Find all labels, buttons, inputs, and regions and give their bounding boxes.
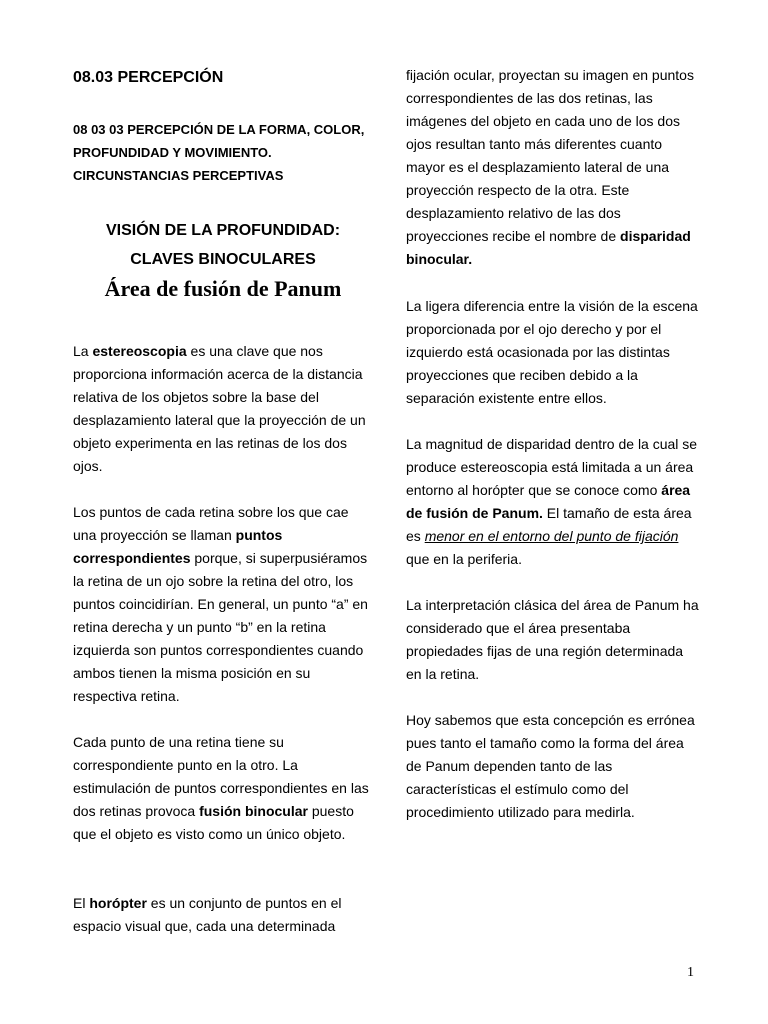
panum-heading: Área de fusión de Panum: [104, 276, 342, 301]
bold-term: horópter: [89, 895, 147, 911]
text-run: que en la periferia.: [406, 551, 522, 567]
vision-heading-line-1: VISIÓN DE LA PROFUNDIDAD:: [105, 222, 341, 239]
paragraph-concepcion-erronea: [406, 709, 702, 824]
section-title: 08.03 PERCEPCIÓN: [73, 69, 224, 86]
bold-term: disparidad binocular.: [406, 228, 691, 267]
paragraph-diferencia-vision: [406, 295, 702, 410]
text-run: puesto que el objeto es visto como un único objeto.: [73, 803, 354, 842]
bold-term: estereoscopia: [92, 343, 187, 359]
paragraph-disparidad-binocular: [406, 64, 702, 271]
text-run: El tamaño de esta área es: [406, 505, 692, 544]
bold-term: puntos correspondientes: [73, 527, 283, 566]
text-run: es un conjunto de puntos en el espacio visual que, cada una determinada: [73, 895, 342, 934]
vision-heading-line-2: CLAVES BINOCULARES: [130, 251, 316, 268]
text-run: porque, si superpusiéramos la retina de un ojo sobre la retina del otro, los puntos coincidirían. En general, un punto “a” en retina derecha y un punto “b” en la retina izquierda son puntos correspondientes cuando ambos tienen la misma posición en su respectiva retina.: [73, 550, 368, 704]
bold-term: área de fusión de Panum.: [406, 482, 691, 521]
subsection-title: 08 03 03 PERCEPCIÓN DE LA FORMA, COLOR, PROFUNDIDAD Y MOVIMIENTO. CIRCUNSTANCIAS PERCEPTIVAS: [73, 122, 365, 183]
text-run: Cada punto de una retina tiene su correspondiente punto en la otro. La estimulación de puntos correspondientes en las dos retinas provoca: [73, 734, 369, 819]
text-run: fijación ocular, proyectan su imagen en puntos correspondientes de las dos retinas, las imágenes del objeto en cada uno de los dos ojos resultan tanto más diferentes cuanto mayor es el desplazamiento lateral de una proyección respecto de la otra. Este desplazamiento relativo de las dos proyecciones recibe el nombre de: [406, 67, 694, 244]
text-run: La magnitud de disparidad dentro de la cual se produce estereoscopia está limitada a un área entorno al horópter que se conoce como: [406, 436, 698, 498]
text-run: La: [73, 343, 93, 359]
paragraph-fusion-binocular: [73, 731, 373, 846]
paragraph-interpretacion-clasica: [406, 594, 702, 686]
text-run: El: [73, 895, 90, 911]
text-run: es una clave que nos proporciona información acerca de la distancia relativa de los objetos sobre la base del desplazamiento lateral que la proyección de un objeto experimenta en las retinas de los dos ojos.: [73, 343, 366, 474]
paragraph-area-panum: [406, 433, 702, 571]
text-run: La ligera diferencia entre la visión de la escena proporcionada por el ojo derecho y por el izquierdo está ocasionada por las distintas proyecciones que reciben debido a la separación existente entre ellos.: [406, 298, 698, 406]
text-run: Los puntos de cada retina sobre los que cae una proyección se llaman: [73, 504, 349, 543]
underlined-phrase: menor en el entorno del punto de fijación: [424, 528, 679, 544]
paragraph-horopter: [73, 892, 373, 938]
text-run: Hoy sabemos que esta concepción es errónea pues tanto el tamaño como la forma del área de Panum dependen tanto de las características el estímulo como del procedimiento utilizado para medirla.: [406, 712, 695, 820]
vision-heading: [73, 216, 373, 274]
paragraph-estereoscopia: [73, 340, 373, 478]
bold-term: fusión binocular: [199, 803, 308, 819]
text-run: La interpretación clásica del área de Panum ha considerado que el área presentaba propiedades fijas de una región determinada en la retina.: [406, 597, 699, 682]
paragraph-puntos-correspondientes: [73, 501, 373, 708]
page-number: 1: [687, 965, 694, 980]
